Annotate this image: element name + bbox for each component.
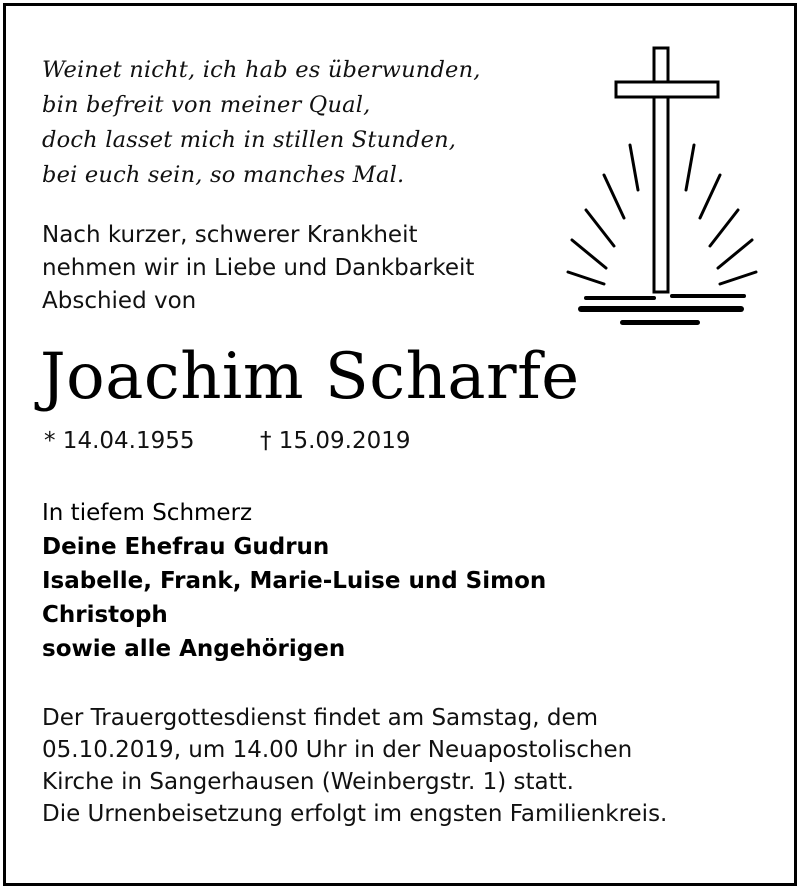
- poem-line: Weinet nicht, ich hab es überwunden,: [42, 57, 481, 83]
- poem-verse: [42, 53, 562, 193]
- mourner-name: Isabelle, Frank, Marie-Luise und Simon: [42, 568, 547, 594]
- poem-line: bin befreit von meiner Qual,: [42, 92, 371, 118]
- mourner-name: Christoph: [42, 602, 168, 628]
- service-info: [42, 702, 762, 830]
- service-line: Der Trauergottesdienst findet am Samstag, dem: [42, 705, 599, 731]
- mourner-name: sowie alle Angehörigen: [42, 636, 346, 662]
- birth-date: * 14.04.1955: [44, 428, 195, 454]
- life-dates: [44, 423, 411, 459]
- service-line: 05.10.2019, um 14.00 Uhr in der Neuapostolischen: [42, 737, 633, 763]
- service-line: Die Urnenbeisetzung erfolgt im engsten Familienkreis.: [42, 801, 668, 827]
- mourners-block: [42, 496, 546, 666]
- intro-line: Abschied von: [42, 288, 197, 314]
- death-date: † 15.09.2019: [260, 428, 411, 454]
- mourner-name: Deine Ehefrau Gudrun: [42, 534, 330, 560]
- deceased-name: Joachim Scharfe: [40, 340, 580, 414]
- service-line: Kirche in Sangerhausen (Weinbergstr. 1) statt.: [42, 769, 574, 795]
- poem-line: bei euch sein, so manches Mal.: [42, 162, 405, 188]
- intro-text: [42, 219, 562, 318]
- intro-line: Nach kurzer, schwerer Krankheit: [42, 222, 418, 248]
- intro-line: nehmen wir in Liebe und Dankbarkeit: [42, 255, 475, 281]
- cross-rising-sun-waves-icon: [560, 40, 760, 330]
- mourners-heading: In tiefem Schmerz: [42, 500, 253, 526]
- poem-line: doch lasset mich in stillen Stunden,: [42, 127, 457, 153]
